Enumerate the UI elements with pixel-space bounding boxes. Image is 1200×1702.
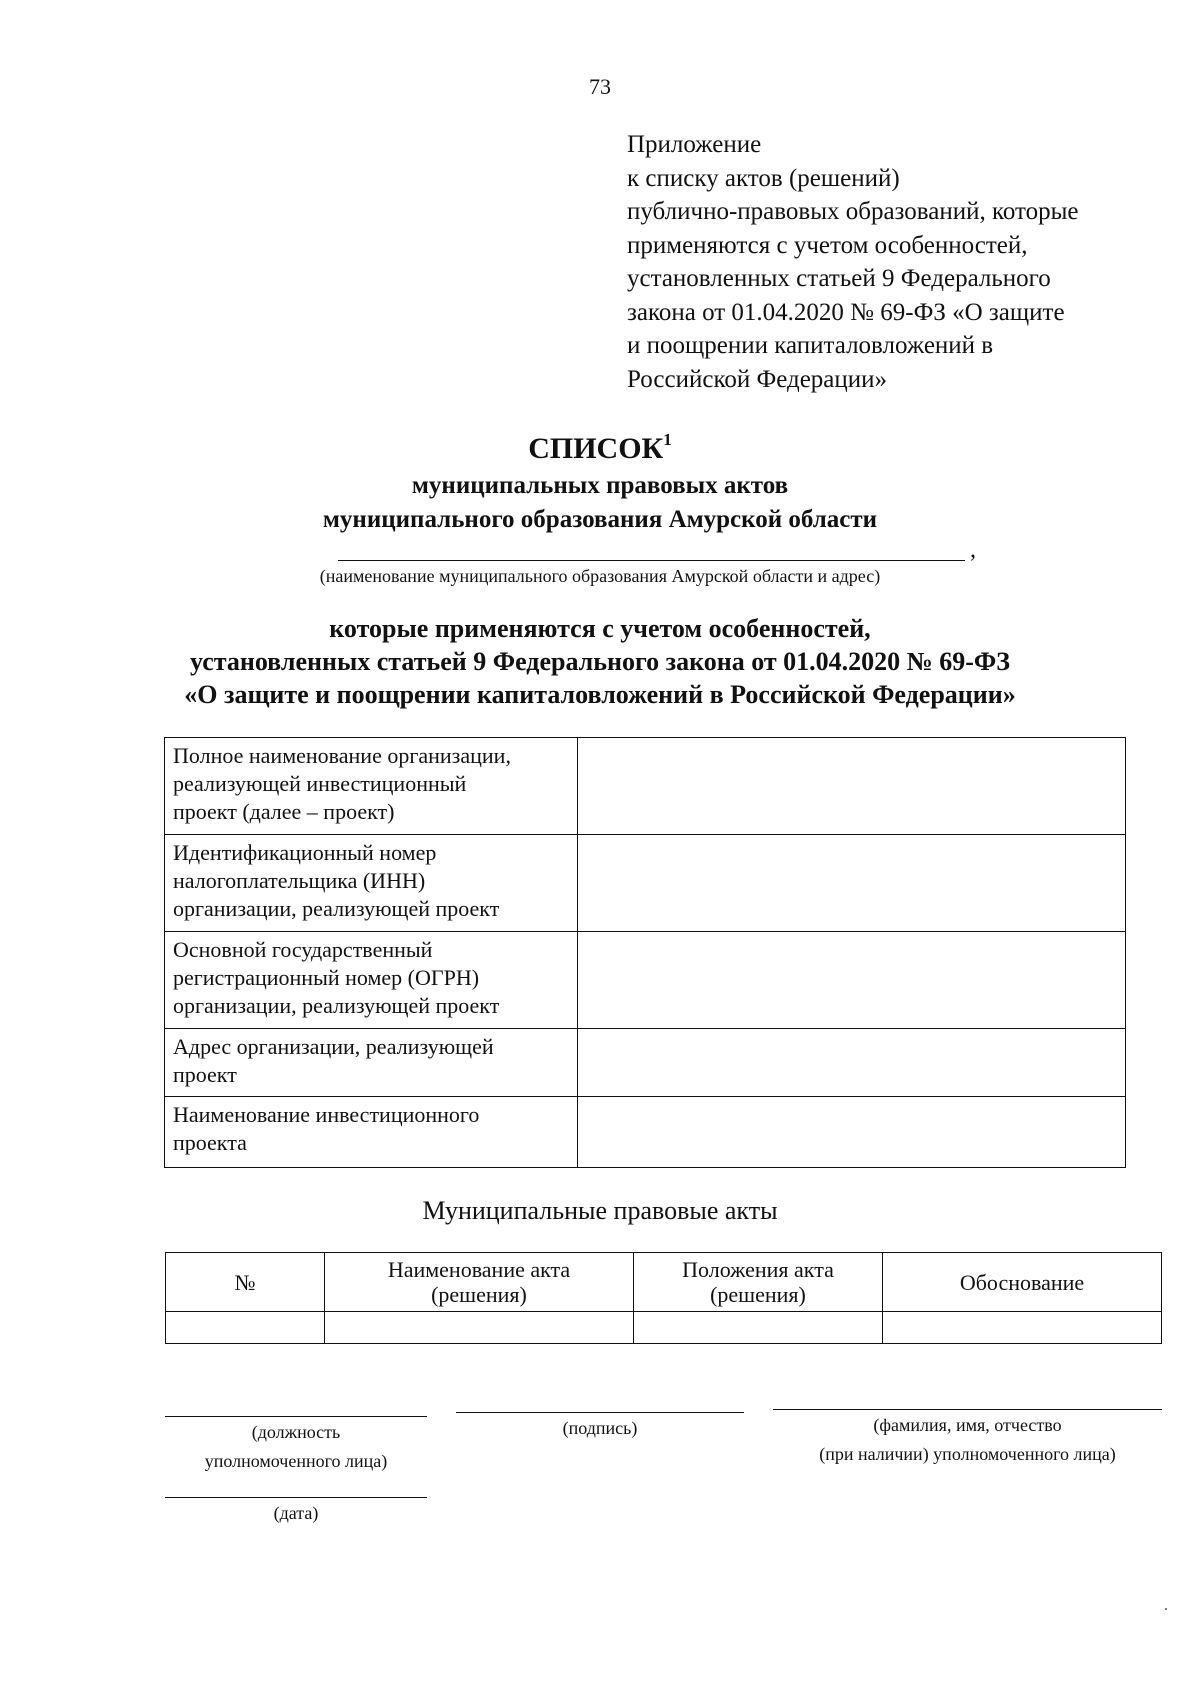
subtitle-line: муниципальных правовых актов bbox=[411, 472, 789, 499]
position-signature-line bbox=[165, 1416, 427, 1417]
appendix-line: и поощрении капиталовложений в bbox=[627, 332, 994, 359]
label-cell bbox=[165, 1097, 578, 1168]
column-header-act-name bbox=[325, 1253, 634, 1312]
appendix-line: Российской Федерации» bbox=[627, 365, 888, 393]
label-line: реализующей инвестиционный bbox=[173, 771, 467, 796]
column-header-number bbox=[166, 1253, 325, 1312]
applicability-heading bbox=[0, 612, 1200, 711]
municipal-acts-table bbox=[165, 1252, 1162, 1344]
header-line: Положения акта bbox=[682, 1257, 834, 1282]
value-cell-inn[interactable] bbox=[578, 835, 1126, 932]
date-line bbox=[165, 1497, 427, 1498]
table-row bbox=[165, 1029, 1126, 1097]
header-line: (решения) bbox=[431, 1282, 527, 1307]
cell-act-name[interactable] bbox=[325, 1312, 634, 1344]
heading-line: «О защите и поощрении капиталовложений в Российской Федерации» bbox=[184, 680, 1016, 709]
label-cell bbox=[165, 738, 578, 835]
header-line: Обоснование bbox=[959, 1269, 1085, 1295]
label-line: регистрационный номер (ОГРН) bbox=[173, 965, 480, 990]
municipality-blank-line bbox=[338, 560, 965, 561]
table-row bbox=[165, 738, 1126, 835]
table-row bbox=[165, 1097, 1126, 1168]
value-cell-organization-name[interactable] bbox=[578, 738, 1126, 835]
appendix-line: Приложение bbox=[627, 131, 762, 158]
heading-line: установленных статьей 9 Федерального закона от 01.04.2020 № 69-ФЗ bbox=[190, 647, 1010, 676]
appendix-line: к списку актов (решений) bbox=[627, 164, 900, 192]
fullname-signature-line bbox=[773, 1409, 1162, 1410]
table-header-row bbox=[166, 1253, 1162, 1312]
label-line: организации, реализующей проект bbox=[173, 993, 500, 1018]
header-line: Наименование акта bbox=[387, 1257, 571, 1282]
label-line: проект (далее – проект) bbox=[173, 799, 395, 824]
table-row bbox=[166, 1312, 1162, 1344]
appendix-line: закона от 01.04.2020 № 69-ФЗ «О защите bbox=[627, 298, 1065, 326]
caption-line: (фамилия, имя, отчество bbox=[873, 1415, 1062, 1435]
appendix-line: применяются с учетом особенностей, bbox=[627, 231, 1028, 259]
column-header-act-provisions bbox=[634, 1253, 883, 1312]
position-caption bbox=[165, 1418, 427, 1476]
label-line: налогоплательщика (ИНН) bbox=[173, 868, 426, 893]
label-line: Полное наименование организации, bbox=[173, 743, 511, 768]
label-cell bbox=[165, 835, 578, 932]
value-cell-address[interactable] bbox=[578, 1029, 1126, 1097]
appendix-line: публично-правовых образований, которые bbox=[627, 198, 1079, 225]
label-line: организации, реализующей проект bbox=[173, 896, 500, 921]
value-cell-project-name[interactable] bbox=[578, 1097, 1126, 1168]
signature-line bbox=[456, 1412, 744, 1413]
cell-justification[interactable] bbox=[883, 1312, 1162, 1344]
label-line: проекта bbox=[173, 1130, 247, 1155]
value-cell-ogrn[interactable] bbox=[578, 932, 1126, 1029]
subtitle-line: муниципального образования Амурской области bbox=[322, 506, 878, 533]
document-title bbox=[0, 432, 1200, 466]
cell-number[interactable] bbox=[166, 1312, 325, 1344]
footnote-mark: 1 bbox=[663, 430, 672, 449]
cell-act-provisions[interactable] bbox=[634, 1312, 883, 1344]
caption-line: (при наличии) уполномоченного лица) bbox=[819, 1444, 1116, 1464]
label-line: Наименование инвестиционного bbox=[173, 1102, 480, 1127]
label-cell bbox=[165, 932, 578, 1029]
blank-comma: , bbox=[970, 537, 976, 563]
table-row bbox=[165, 932, 1126, 1029]
caption-line: уполномоченного лица) bbox=[204, 1451, 388, 1471]
signature-caption: (подпись) bbox=[562, 1418, 638, 1438]
label-line: Адрес организации, реализующей bbox=[173, 1034, 494, 1059]
table-row bbox=[165, 835, 1126, 932]
heading-line: которые применяются с учетом особенностей, bbox=[329, 614, 871, 643]
label-line: проект bbox=[173, 1062, 237, 1087]
appendix-line: установленных статьей 9 Федерального bbox=[627, 265, 1051, 292]
label-line: Идентификационный номер bbox=[173, 840, 437, 865]
caption-line: (должность bbox=[251, 1422, 341, 1442]
document-subtitle bbox=[0, 469, 1200, 537]
header-line: № bbox=[234, 1269, 256, 1295]
label-cell bbox=[165, 1029, 578, 1097]
scan-speck bbox=[1165, 1608, 1167, 1610]
acts-section-title: Муниципальные правовые акты bbox=[422, 1196, 778, 1225]
organization-info-table bbox=[164, 737, 1126, 1168]
page-number: 73 bbox=[589, 74, 611, 99]
municipality-blank-caption: (наименование муниципального образования Амурской области и адрес) bbox=[319, 566, 881, 586]
column-header-justification bbox=[883, 1253, 1162, 1312]
title-text: СПИСОК bbox=[528, 432, 664, 465]
header-line: (решения) bbox=[710, 1282, 806, 1307]
label-line: Основной государственный bbox=[173, 937, 433, 962]
date-caption: (дата) bbox=[273, 1503, 319, 1523]
fullname-caption bbox=[773, 1411, 1162, 1469]
appendix-note bbox=[627, 128, 1187, 396]
